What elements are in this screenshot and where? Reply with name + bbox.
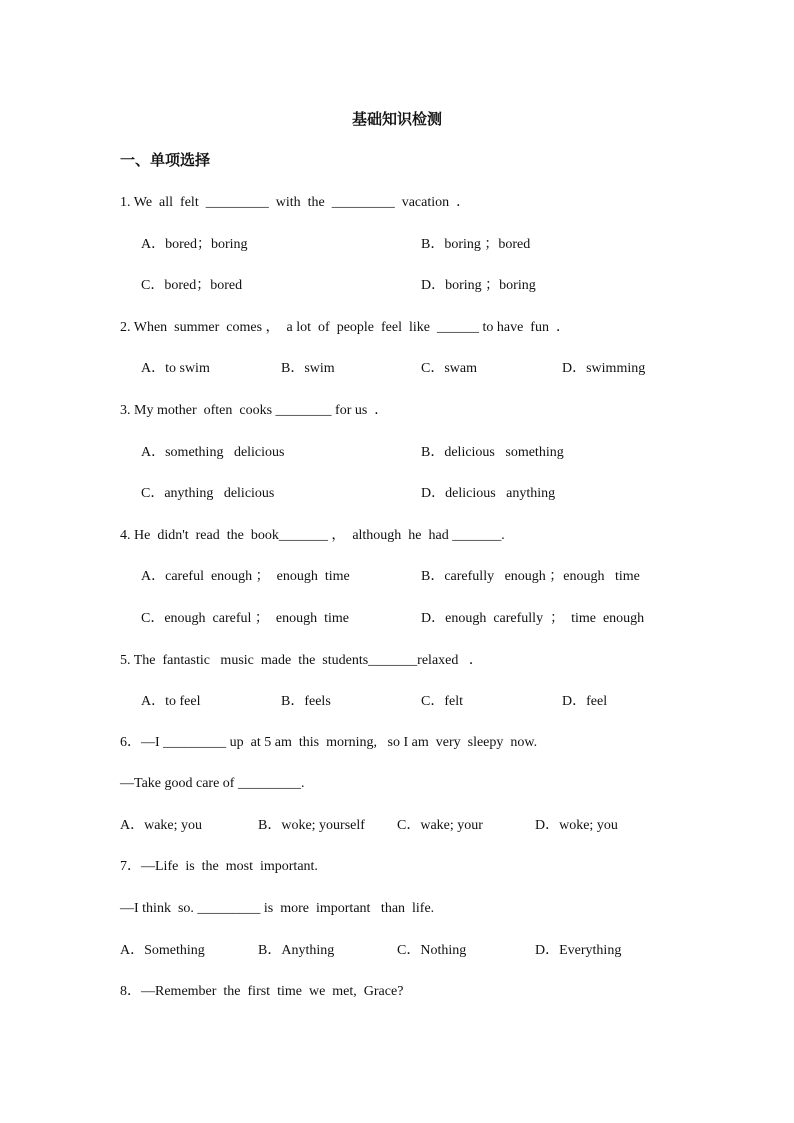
question-7-option-d: D．Everything (535, 943, 622, 958)
question-2-stem: 2. When summer comes ， a lot of people feel like ______ to have fun ． (120, 320, 570, 335)
question-5-stem: 5. The fantastic music made the students_______relaxed ． (120, 653, 483, 668)
question-5-option-d: D．feel (562, 694, 608, 709)
question-3-option-a: A．something delicious (141, 445, 285, 460)
question-3-option-c: C．anything delicious (141, 486, 275, 501)
question-4-option-b: B．carefully enough ；enough time (421, 569, 640, 584)
question-4-option-d: D．enough carefully ； time enough (421, 611, 645, 626)
question-5-option-b: B．feels (281, 694, 331, 709)
question-7-option-a: A．Something (120, 943, 205, 958)
question-1-option-d: D．boring ；boring (421, 278, 536, 293)
question-1-stem: 1. We all felt _________ with the _________ vacation ． (120, 195, 471, 210)
question-3-option-b: B．delicious something (421, 445, 564, 460)
question-8-stem: 8．—Remember the first time we met, Grace? (120, 984, 404, 999)
question-6-option-d: D．woke; you (535, 818, 618, 833)
question-6-option-a: A．wake; you (120, 818, 203, 833)
section-heading: 一、单项选择 (120, 151, 211, 169)
question-5-option-a: A．to feel (141, 694, 201, 709)
question-3-option-d: D．delicious anything (421, 486, 556, 501)
question-7-option-b: B．Anything (258, 943, 335, 958)
question-1-option-b: B．boring ；bored (421, 237, 531, 252)
page-title: 基础知识检测 (351, 110, 442, 128)
question-5-option-c: C．felt (421, 694, 463, 709)
question-6-stem: 6．—I _________ up at 5 am this morning, so I am very sleepy now. (120, 735, 538, 750)
question-4-option-a: A．careful enough ； enough time (141, 569, 350, 584)
question-2-option-a: A．to swim (141, 361, 210, 376)
question-1-option-a: A．bored；boring (141, 237, 248, 252)
question-2-option-b: B．swim (281, 361, 335, 376)
question-6-option-b: B．woke; yourself (258, 818, 365, 833)
question-1-option-c: C．bored；bored (141, 278, 243, 293)
question-6-reply: —Take good care of _________. (120, 776, 305, 791)
question-2-option-d: D．swimming (562, 361, 646, 376)
question-4-option-c: C．enough careful ； enough time (141, 611, 350, 626)
question-7-option-c: C．Nothing (397, 943, 467, 958)
question-6-option-c: C．wake; your (397, 818, 483, 833)
question-2-option-c: C．swam (421, 361, 477, 376)
question-7-stem: 7．—Life is the most important. (120, 859, 318, 874)
question-4-stem: 4. He didn't read the book_______ ， although he had _______. (120, 528, 505, 543)
question-3-stem: 3. My mother often cooks ________ for us ． (120, 403, 389, 418)
question-7-reply: —I think so. _________ is more important than life. (120, 901, 435, 916)
